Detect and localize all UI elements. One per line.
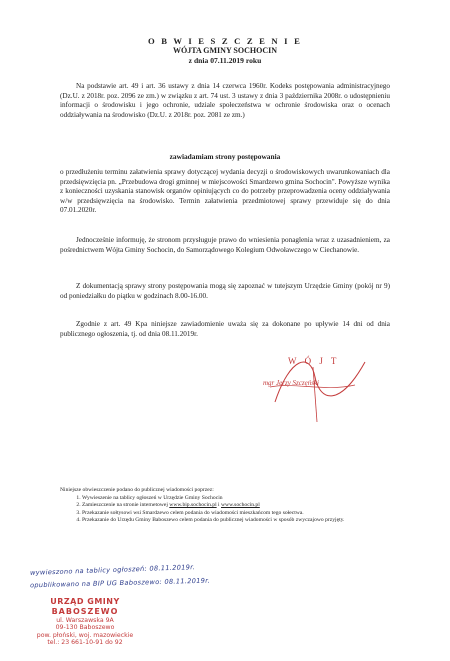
notice-item: 3. Przekazanie sołtysowi wsi Smardzewo celem podania do wiadomości mieszkańcom tego sołectwa. xyxy=(82,510,400,517)
notice-item: 1. Wywieszenie na tablicy ogłoszeń w Urzędzie Gminy Sochocin xyxy=(82,495,400,502)
handwritten-published-note: opublikowano na BIP UG Baboszewo: 08.11.2019r. xyxy=(29,576,211,590)
effective-date-paragraph: Zgodnie z art. 49 Kpa niniejsze zawiadomienie uważa się za dokonane po upływie 14 dni od dnia publicznego ogłoszenia, tj. od dnia 08.11.2019r. xyxy=(60,320,390,338)
signature-name: mgr Jerzy Szczęński xyxy=(263,379,319,387)
bip-link[interactable]: www.bip.sochocin.pl xyxy=(169,502,217,509)
notice-item: 2. Zamieszczenie na stronie internetowej www.bip.sochocin.pl i www.sochocin.pl xyxy=(82,502,400,509)
document-issuer: WÓJTA GMINY SOCHOCIN xyxy=(172,46,277,55)
notice-title: Niniejsze obwieszczenie podano do publicznej wiadomości poprzez: xyxy=(60,487,214,493)
documentation-access-paragraph: Z dokumentacją sprawy strony postępowania mogą się zapoznać w tutejszym Urzędzie Gminy (pokój nr 9) od poniedziałku do piątku w godzinach 8.00-16.00. xyxy=(60,282,390,300)
notice-item: 4. Przekazanie do Urzędu Gminy Baboszewo celem podania do publicznej wiadomości w sposób zwyczajowo przyjęty. xyxy=(82,517,400,524)
document-date: z dnia 07.11.2019 roku xyxy=(188,56,262,65)
stamp-line: 09-130 Baboszewo xyxy=(55,624,115,632)
handwritten-posted-note: wywieszono na tablicy ogłoszeń: 08.11.2019r. xyxy=(29,563,196,577)
website-link[interactable]: www.sochocin.pl xyxy=(221,502,260,509)
stamp-line: tel.: 23 661-10-91 do 92 xyxy=(47,639,123,647)
notification-heading: zawiadamiam strony postępowania xyxy=(169,152,281,161)
office-stamp xyxy=(30,597,140,647)
publication-notice xyxy=(60,487,400,524)
stamp-line: ul. Warszawska 9A xyxy=(56,617,114,624)
legal-basis-paragraph: Na podstawie art. 49 i art. 36 ustawy z dnia 14 czerwca 1960r. Kodeks postępowania administracyjnego (Dz.U. z 2018r. poz. 2096 ze zm.) w związku z art. 74 ust. 3 ustawy z dnia 3 października 2008r. o udostępnieniu informacji o środowisku i jego ochronie, udziale społeczeństwa w ochronie środowiska oraz o ocenach oddziaływania na środowisko (Dz.U. z 2018r. poz. 2081 ze zm.) xyxy=(60,82,390,119)
stamp-line: URZĄD GMINY xyxy=(50,597,120,606)
stamp-line: pow. płoński, woj. mazowieckie xyxy=(36,631,134,639)
stamp-line: BABOSZEWO xyxy=(51,607,119,616)
notice-list xyxy=(60,495,400,524)
appeal-right-paragraph: Jednocześnie informuję, że stronom przysługuje prawo do wniesienia ponaglenia wraz z uzasadnieniem, za pośrednictwem Wójta Gminy Sochocin, do Samorządowego Kolegium Odwoławczego w Ciechanowie. xyxy=(60,236,390,254)
signature-title: W Ó J T xyxy=(288,356,340,366)
document-title: O B W I E S Z C Z E N I E xyxy=(147,36,303,46)
extension-paragraph: o przedłużeniu terminu załatwienia sprawy dotyczącej wydania decyzji o środowiskowych uwarunkowaniach dla przedsięwzięcia pn. „Przebudowa drogi gminnej w miejscowości Smardzewo gmina Sochocin". Powyższe wynika z konieczności uzyskania stanowisk organów opiniujących co do potrzeby przeprowadzenia oceny oddziaływania w/w przedsięwzięcia na środowisko. Termin załatwienia przedmiotowej sprawy przewiduje się do dnia 07.01.2020r. xyxy=(60,168,390,215)
